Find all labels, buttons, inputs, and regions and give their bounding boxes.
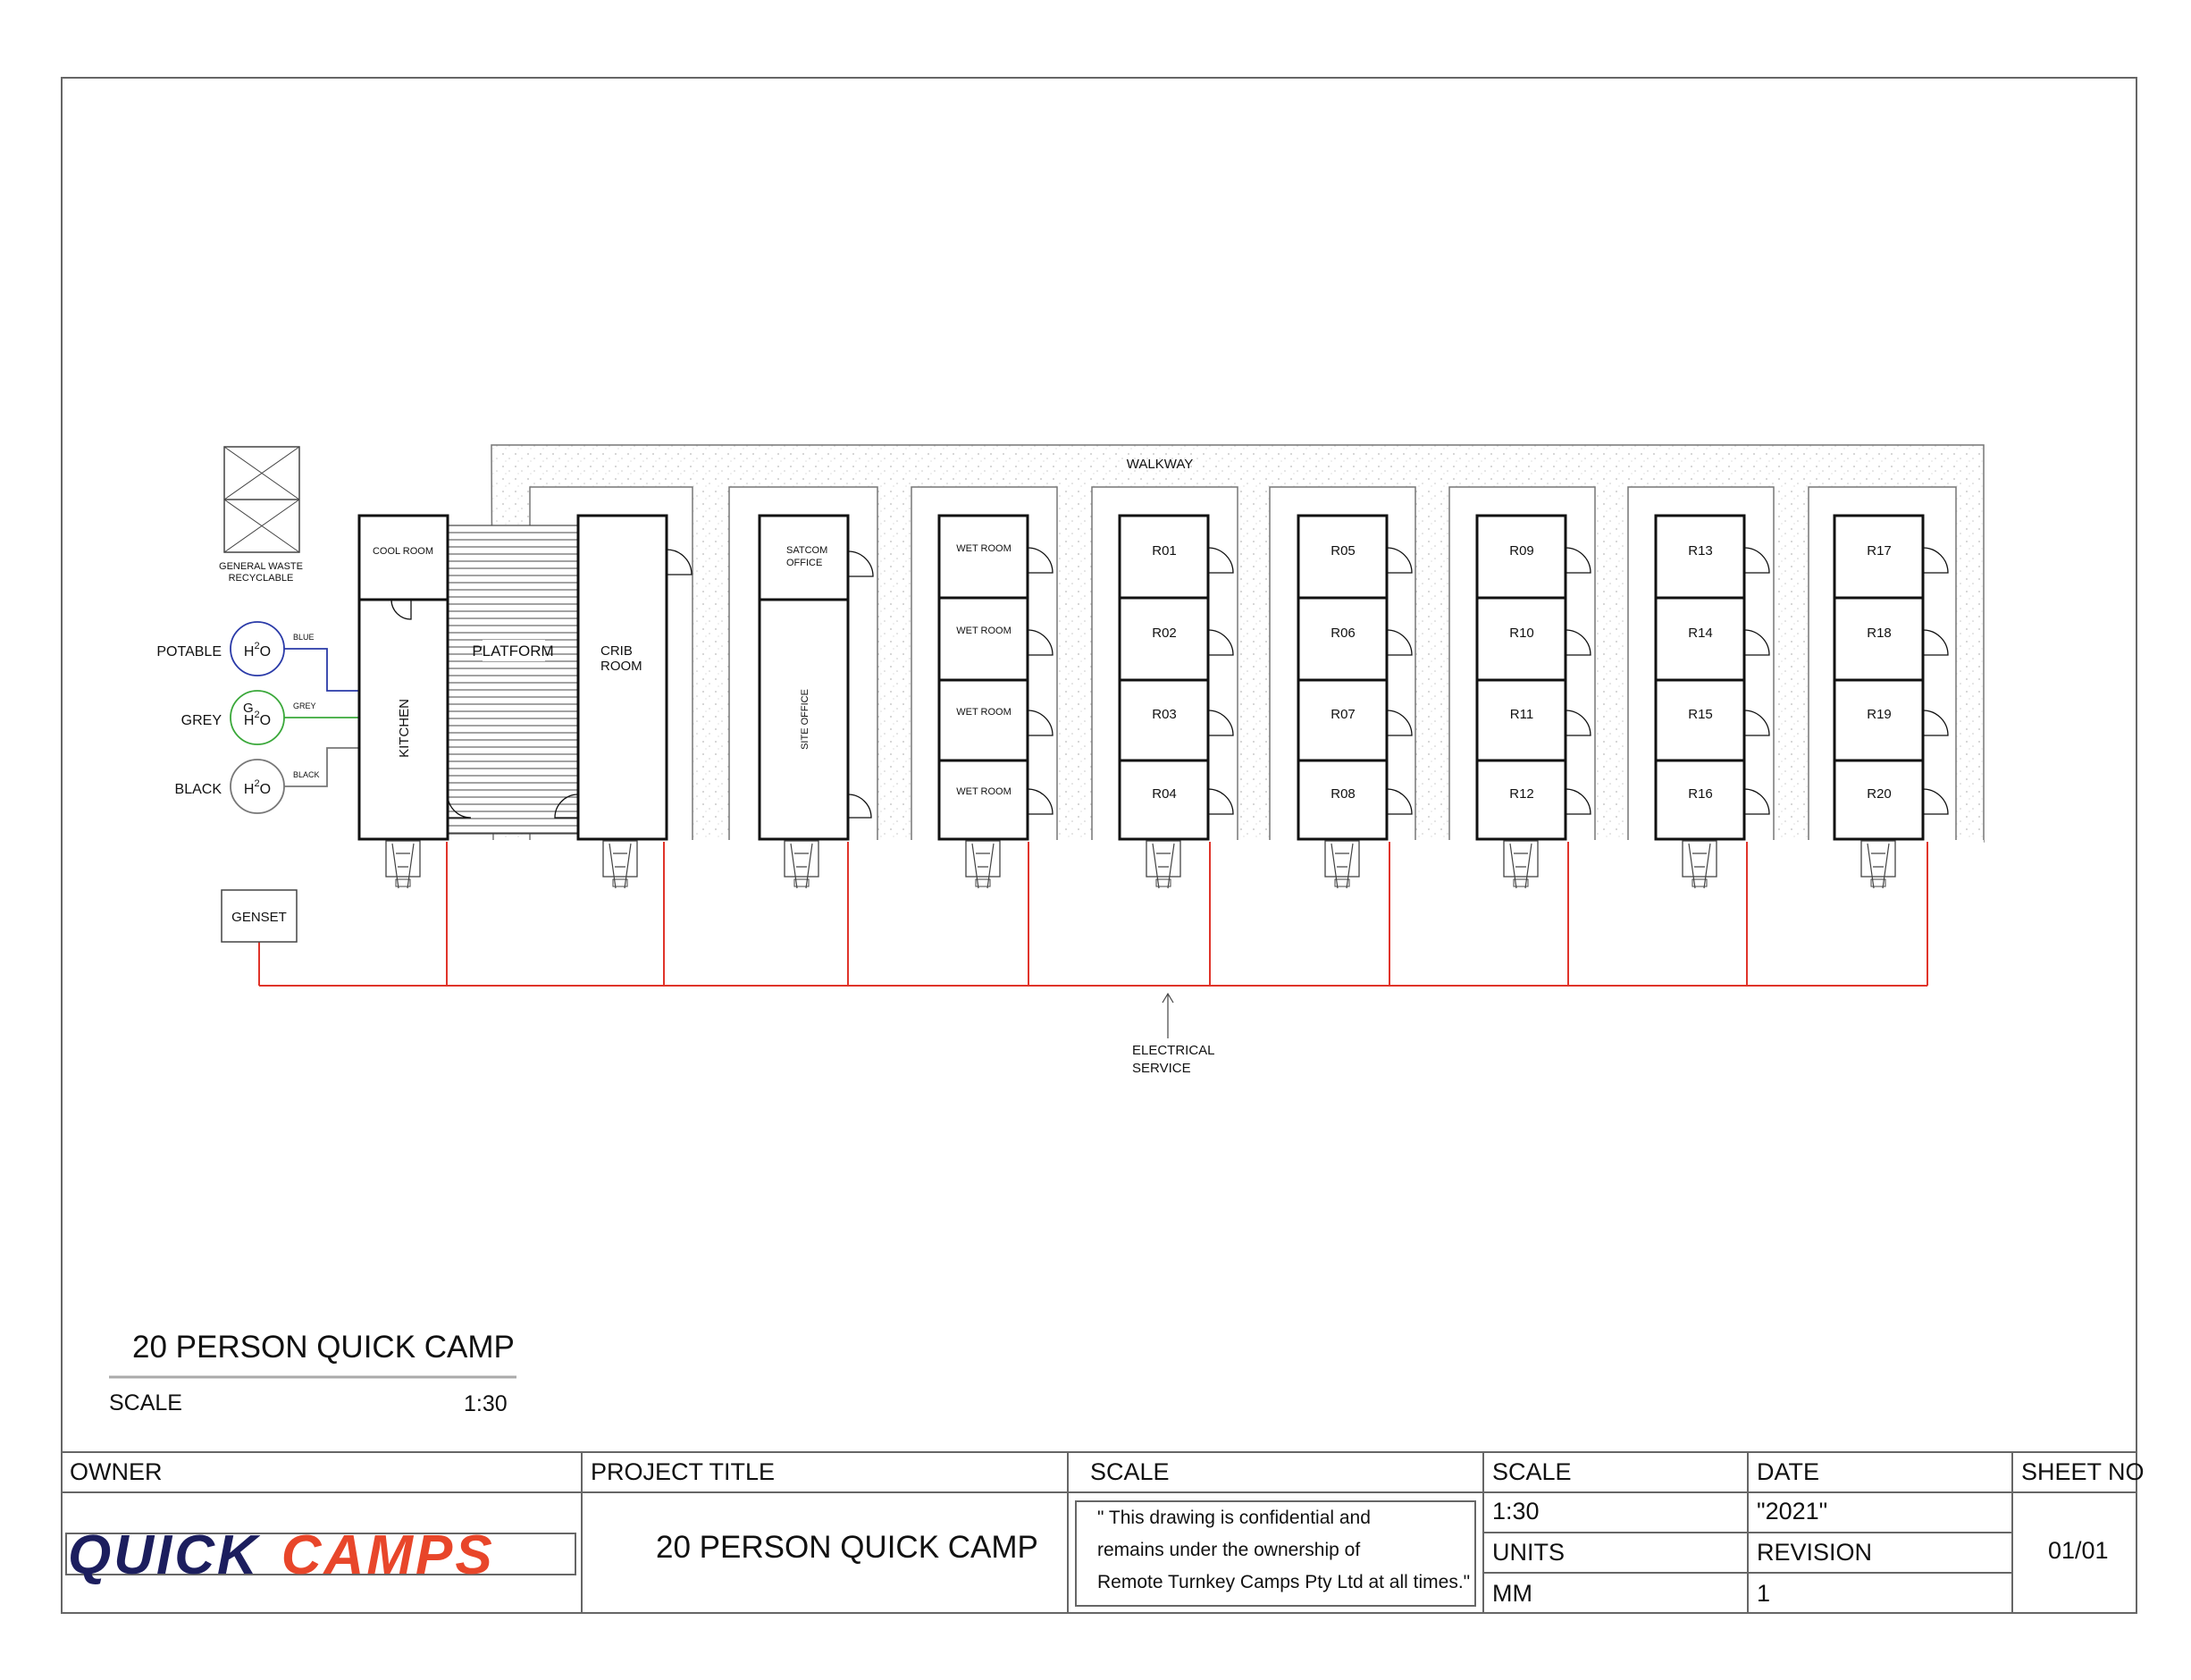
room-label-r01: R01 bbox=[1152, 543, 1177, 559]
tank-line-label: BLACK bbox=[293, 770, 320, 779]
footing-icon bbox=[1325, 841, 1359, 888]
date-header: DATE bbox=[1757, 1458, 1820, 1485]
room-label-r04: R04 bbox=[1152, 786, 1177, 802]
room-label-r11: R11 bbox=[1509, 707, 1534, 722]
confidential-note-line-3: Remote Turnkey Camps Pty Ltd at all times." bbox=[1097, 1572, 1471, 1592]
tank-line-label: GREY bbox=[293, 701, 316, 710]
room-label-r10: R10 bbox=[1509, 626, 1534, 641]
tank-prefix: G bbox=[243, 701, 254, 716]
sheet-no-header: SHEET NO bbox=[2021, 1458, 2145, 1485]
electrical-service-label-1: ELECTRICAL bbox=[1132, 1043, 1215, 1058]
scale-header-left: SCALE bbox=[1090, 1458, 1170, 1485]
waste-bins bbox=[224, 447, 299, 552]
tank-symbol: $H^2O$ bbox=[243, 710, 272, 728]
tank-symbol: $H^2O$ bbox=[243, 778, 272, 797]
units-value: MM bbox=[1492, 1580, 1532, 1607]
room-label-r05: R05 bbox=[1331, 543, 1356, 559]
black-pipe bbox=[284, 748, 359, 786]
confidential-note-line-2: remains under the ownership of bbox=[1097, 1540, 1361, 1560]
units-label: UNITS bbox=[1492, 1539, 1565, 1566]
waste-label-2: RECYCLABLE bbox=[228, 573, 294, 584]
room-label-r08: R08 bbox=[1331, 786, 1356, 802]
satcom-office-label-2: OFFICE bbox=[786, 558, 823, 568]
room-label-r13: R13 bbox=[1688, 543, 1713, 559]
tank-label-potable: POTABLE bbox=[156, 644, 222, 659]
room-label-r12: R12 bbox=[1509, 786, 1534, 802]
platform-label: PLATFORM bbox=[472, 643, 554, 659]
quick-camps-logo bbox=[68, 1524, 495, 1587]
logo-text-quick: QUICK bbox=[68, 1525, 260, 1586]
wet-room-label: WET ROOM bbox=[956, 786, 1012, 797]
waste-label-1: GENERAL WASTE bbox=[219, 561, 303, 572]
tank-label-grey: GREY bbox=[180, 713, 222, 728]
room-label-r14: R14 bbox=[1688, 626, 1713, 641]
room-label-r20: R20 bbox=[1867, 786, 1892, 802]
crib-room-label-1: CRIB bbox=[600, 643, 633, 659]
satcom-office-label-1: SATCOM bbox=[786, 545, 828, 556]
tank-label-black: BLACK bbox=[174, 782, 222, 797]
wet-room-label: WET ROOM bbox=[956, 543, 1012, 554]
module-footings bbox=[386, 841, 1895, 888]
project-title-header: PROJECT TITLE bbox=[591, 1458, 776, 1485]
room-label-r03: R03 bbox=[1152, 707, 1177, 722]
logo-text-camps: CAMPS bbox=[281, 1525, 495, 1586]
room-label-r02: R02 bbox=[1152, 626, 1177, 641]
drawing-title: 20 PERSON QUICK CAMP bbox=[132, 1330, 515, 1365]
room-label-r15: R15 bbox=[1688, 707, 1713, 722]
footing-icon bbox=[1146, 841, 1180, 888]
owner-header: OWNER bbox=[70, 1458, 163, 1485]
wet-room-label: WET ROOM bbox=[956, 707, 1012, 718]
revision-label: REVISION bbox=[1757, 1539, 1873, 1566]
footing-icon bbox=[966, 841, 1000, 888]
wet-room-label: WET ROOM bbox=[956, 626, 1012, 636]
drawing-scale-label: SCALE bbox=[109, 1390, 182, 1415]
footing-icon bbox=[386, 841, 420, 888]
room-label-r06: R06 bbox=[1331, 626, 1356, 641]
cool-room-label: COOL ROOM bbox=[372, 546, 434, 557]
tank-line-label: BLUE bbox=[293, 633, 315, 642]
drawing-scale-value: 1:30 bbox=[464, 1391, 508, 1416]
revision-value: 1 bbox=[1757, 1580, 1771, 1607]
room-label-r16: R16 bbox=[1688, 786, 1713, 802]
room-label-r07: R07 bbox=[1331, 707, 1356, 722]
platform-deck bbox=[447, 525, 579, 834]
crib-room-label-2: ROOM bbox=[600, 659, 642, 674]
footing-icon bbox=[603, 841, 637, 888]
confidential-note-line-1: " This drawing is confidential and bbox=[1097, 1508, 1371, 1528]
electrical-service-label-2: SERVICE bbox=[1132, 1061, 1191, 1076]
footing-icon bbox=[785, 841, 818, 888]
footing-icon bbox=[1683, 841, 1717, 888]
room-label-r17: R17 bbox=[1867, 543, 1892, 559]
scale-value: 1:30 bbox=[1492, 1498, 1540, 1525]
room-label-r19: R19 bbox=[1867, 707, 1892, 722]
room-label-r09: R09 bbox=[1509, 543, 1534, 559]
site-office-label: SITE OFFICE bbox=[800, 689, 810, 750]
walkway-label: WALKWAY bbox=[1126, 457, 1194, 472]
potable-pipe bbox=[284, 649, 359, 691]
electrical-arrow bbox=[1163, 994, 1173, 1038]
footing-icon bbox=[1861, 841, 1895, 888]
tank-symbol: $H^2O$ bbox=[243, 641, 272, 659]
kitchen-label: KITCHEN bbox=[397, 699, 412, 758]
water-tanks bbox=[156, 622, 359, 813]
footing-icon bbox=[1504, 841, 1538, 888]
sheet-no-value: 01/01 bbox=[2048, 1537, 2109, 1564]
electrical-lines bbox=[259, 842, 1927, 986]
project-title-value: 20 PERSON QUICK CAMP bbox=[656, 1530, 1038, 1565]
scale-header-right: SCALE bbox=[1492, 1458, 1572, 1485]
genset-label: GENSET bbox=[231, 910, 287, 925]
room-label-r18: R18 bbox=[1867, 626, 1892, 641]
date-value: "2021" bbox=[1757, 1498, 1828, 1525]
